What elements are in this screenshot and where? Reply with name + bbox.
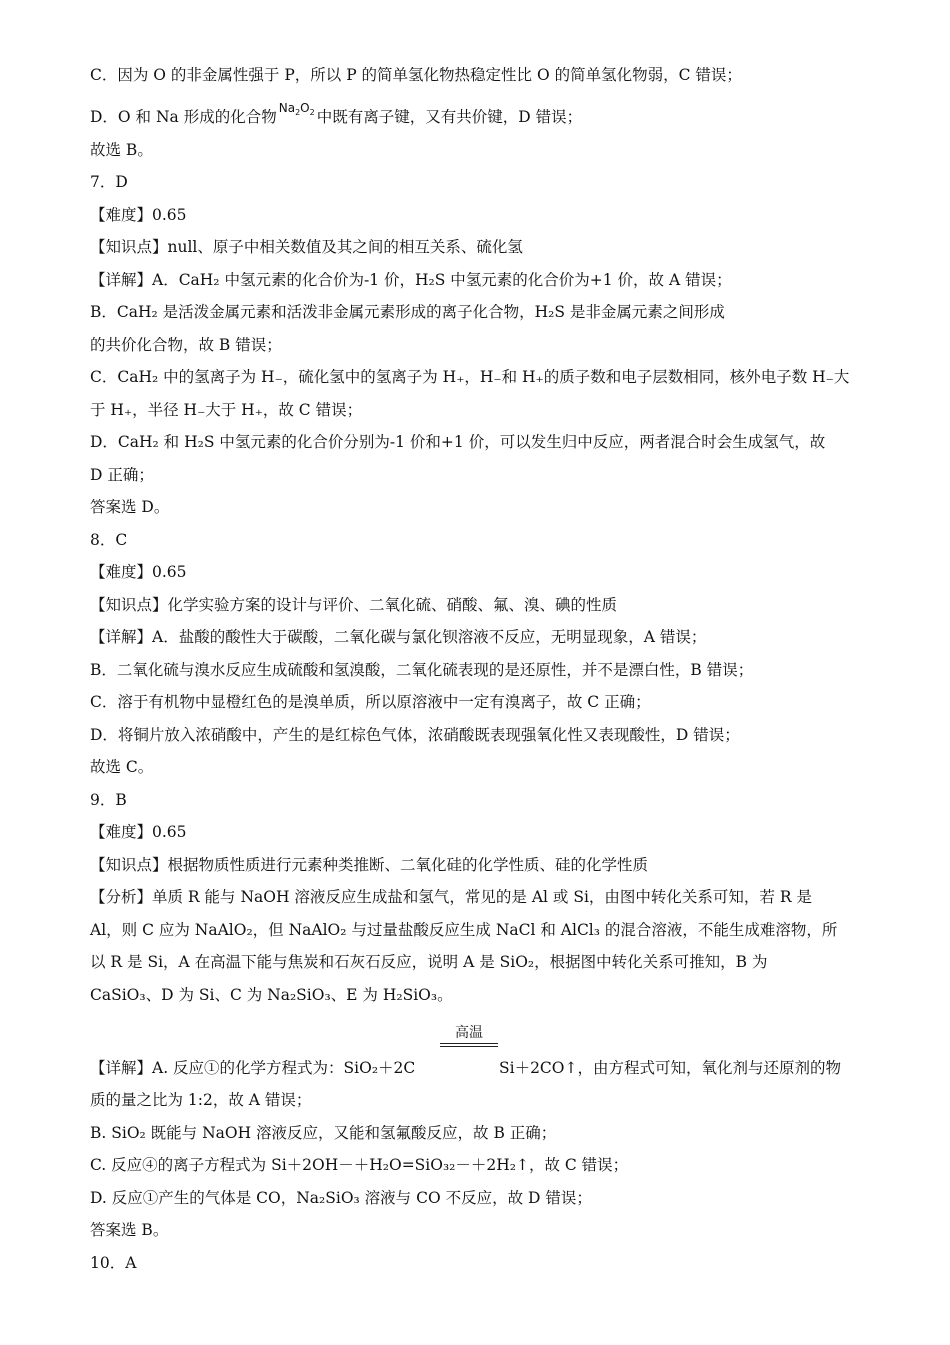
difficulty: 【难度】0.65 <box>90 823 187 841</box>
text-line: 以 R 是 Si，A 在高温下能与焦炭和石灰石反应，说明 A 是 SiO₂，根据图中转化关系可推知，B 为 <box>90 953 768 971</box>
text-line: 的共价化合物，故 B 错误； <box>90 336 282 354</box>
text-line: Al，则 C 应为 NaAlO₂，但 NaAlO₂ 与过量盐酸反应生成 NaCl 和 AlCl₃ 的混合溶液，不能生成难溶物，所 <box>90 921 838 939</box>
text-line: 【分析】单质 R 能与 NaOH 溶液反应生成盐和氢气，常见的是 Al 或 Si，由图中转化关系可知，若 R 是 <box>90 888 812 906</box>
text-line: B．CaH₂ 是活泼金属元素和活泼非金属元素形成的离子化合物，H₂S 是非金属元素之间形成 <box>90 303 725 321</box>
text-line: D. 反应①产生的气体是 CO，Na₂SiO₃ 溶液与 CO 不反应，故 D 错误； <box>90 1189 592 1207</box>
text-line: 【详解】A．CaH₂ 中氢元素的化合价为-1 价，H₂S 中氢元素的化合价为+1 价，故 A 错误； <box>90 271 732 289</box>
text-line: B．二氧化硫与溴水反应生成硫酸和氢溴酸，二氧化硫表现的是还原性，并不是漂白性，B 错误； <box>90 661 754 679</box>
question-number: 9．B <box>90 791 127 809</box>
text-line: C．因为 O 的非金属性强于 P，所以 P 的简单氢化物热稳定性比 O 的简单氢化物弱，C 错误； <box>90 66 742 84</box>
text-line: D 正确； <box>90 466 154 484</box>
text-line: C. 反应④的离子方程式为 Si＋2OH－＋H₂O=SiO₃₂－＋2H₂↑，故 C 错误； <box>90 1156 629 1174</box>
text-line: 【详解】A. 反应①的化学方程式为：SiO₂＋2C <box>90 1059 416 1077</box>
difficulty: 【难度】0.65 <box>90 206 187 224</box>
question-number: 10．A <box>90 1254 137 1272</box>
text-line: 答案选 B。 <box>90 1221 169 1239</box>
text-line: B. SiO₂ 既能与 NaOH 溶液反应，又能和氢氟酸反应，故 B 正确； <box>90 1124 557 1142</box>
text-line: 故选 C。 <box>90 758 154 776</box>
text-line: C．CaH₂ 中的氢离子为 H₋，硫化氢中的氢离子为 H₊，H₋和 H₊的质子数和电子层数相同，核外电子数 H₋大 <box>90 368 850 386</box>
text-line: D．O 和 Na 形成的化合物 $Na_2O_2$ 中既有离子键，又有共价键，D 错误； <box>90 107 582 130</box>
text-line: D．将铜片放入浓硝酸中，产生的是红棕色气体，浓硝酸既表现强氧化性又表现酸性，D 错误； <box>90 726 740 744</box>
text-line: CaSiO₃、D 为 Si、C 为 Na₂SiO₃、E 为 H₂SiO₃。 <box>90 986 453 1004</box>
question-number: 8．C <box>90 531 128 549</box>
text-line: 答案选 D。 <box>90 498 170 516</box>
question-number: 7．D <box>90 173 128 191</box>
chemical-formula-na2o2: $Na_2O_2$ <box>278 101 315 117</box>
text-line: 质的量之比为 1:2，故 A 错误； <box>90 1091 312 1109</box>
reaction-condition-label: 高温 <box>455 1025 483 1041</box>
text-line: C．溶于有机物中显橙红色的是溴单质，所以原溶液中一定有溴离子，故 C 正确； <box>90 693 651 711</box>
knowledge-points: 【知识点】根据物质性质进行元素种类推断、二氧化硅的化学性质、硅的化学性质 <box>90 856 649 874</box>
text-line: 于 H₊，半径 H₋大于 H₊，故 C 错误； <box>90 401 363 419</box>
text-line: 故选 B。 <box>90 141 153 159</box>
difficulty: 【难度】0.65 <box>90 563 187 581</box>
knowledge-points: 【知识点】化学实验方案的设计与评价、二氧化硫、硝酸、氟、溴、碘的性质 <box>90 596 618 614</box>
knowledge-points: 【知识点】null、原子中相关数值及其之间的相互关系、硫化氢 <box>90 238 523 256</box>
equation-double-line-bottom <box>440 1046 498 1047</box>
equation-double-line-top <box>440 1043 498 1044</box>
text-line: 【详解】A．盐酸的酸性大于碳酸，二氧化碳与氯化钡溶液不反应，无明显现象，A 错误； <box>90 628 707 646</box>
text-line: D．CaH₂ 和 H₂S 中氢元素的化合价分别为-1 价和+1 价，可以发生归中反应，两者混合时会生成氢气，故 <box>90 433 826 451</box>
text-line: Si＋2CO↑，由方程式可知，氧化剂与还原剂的物 <box>499 1059 841 1077</box>
